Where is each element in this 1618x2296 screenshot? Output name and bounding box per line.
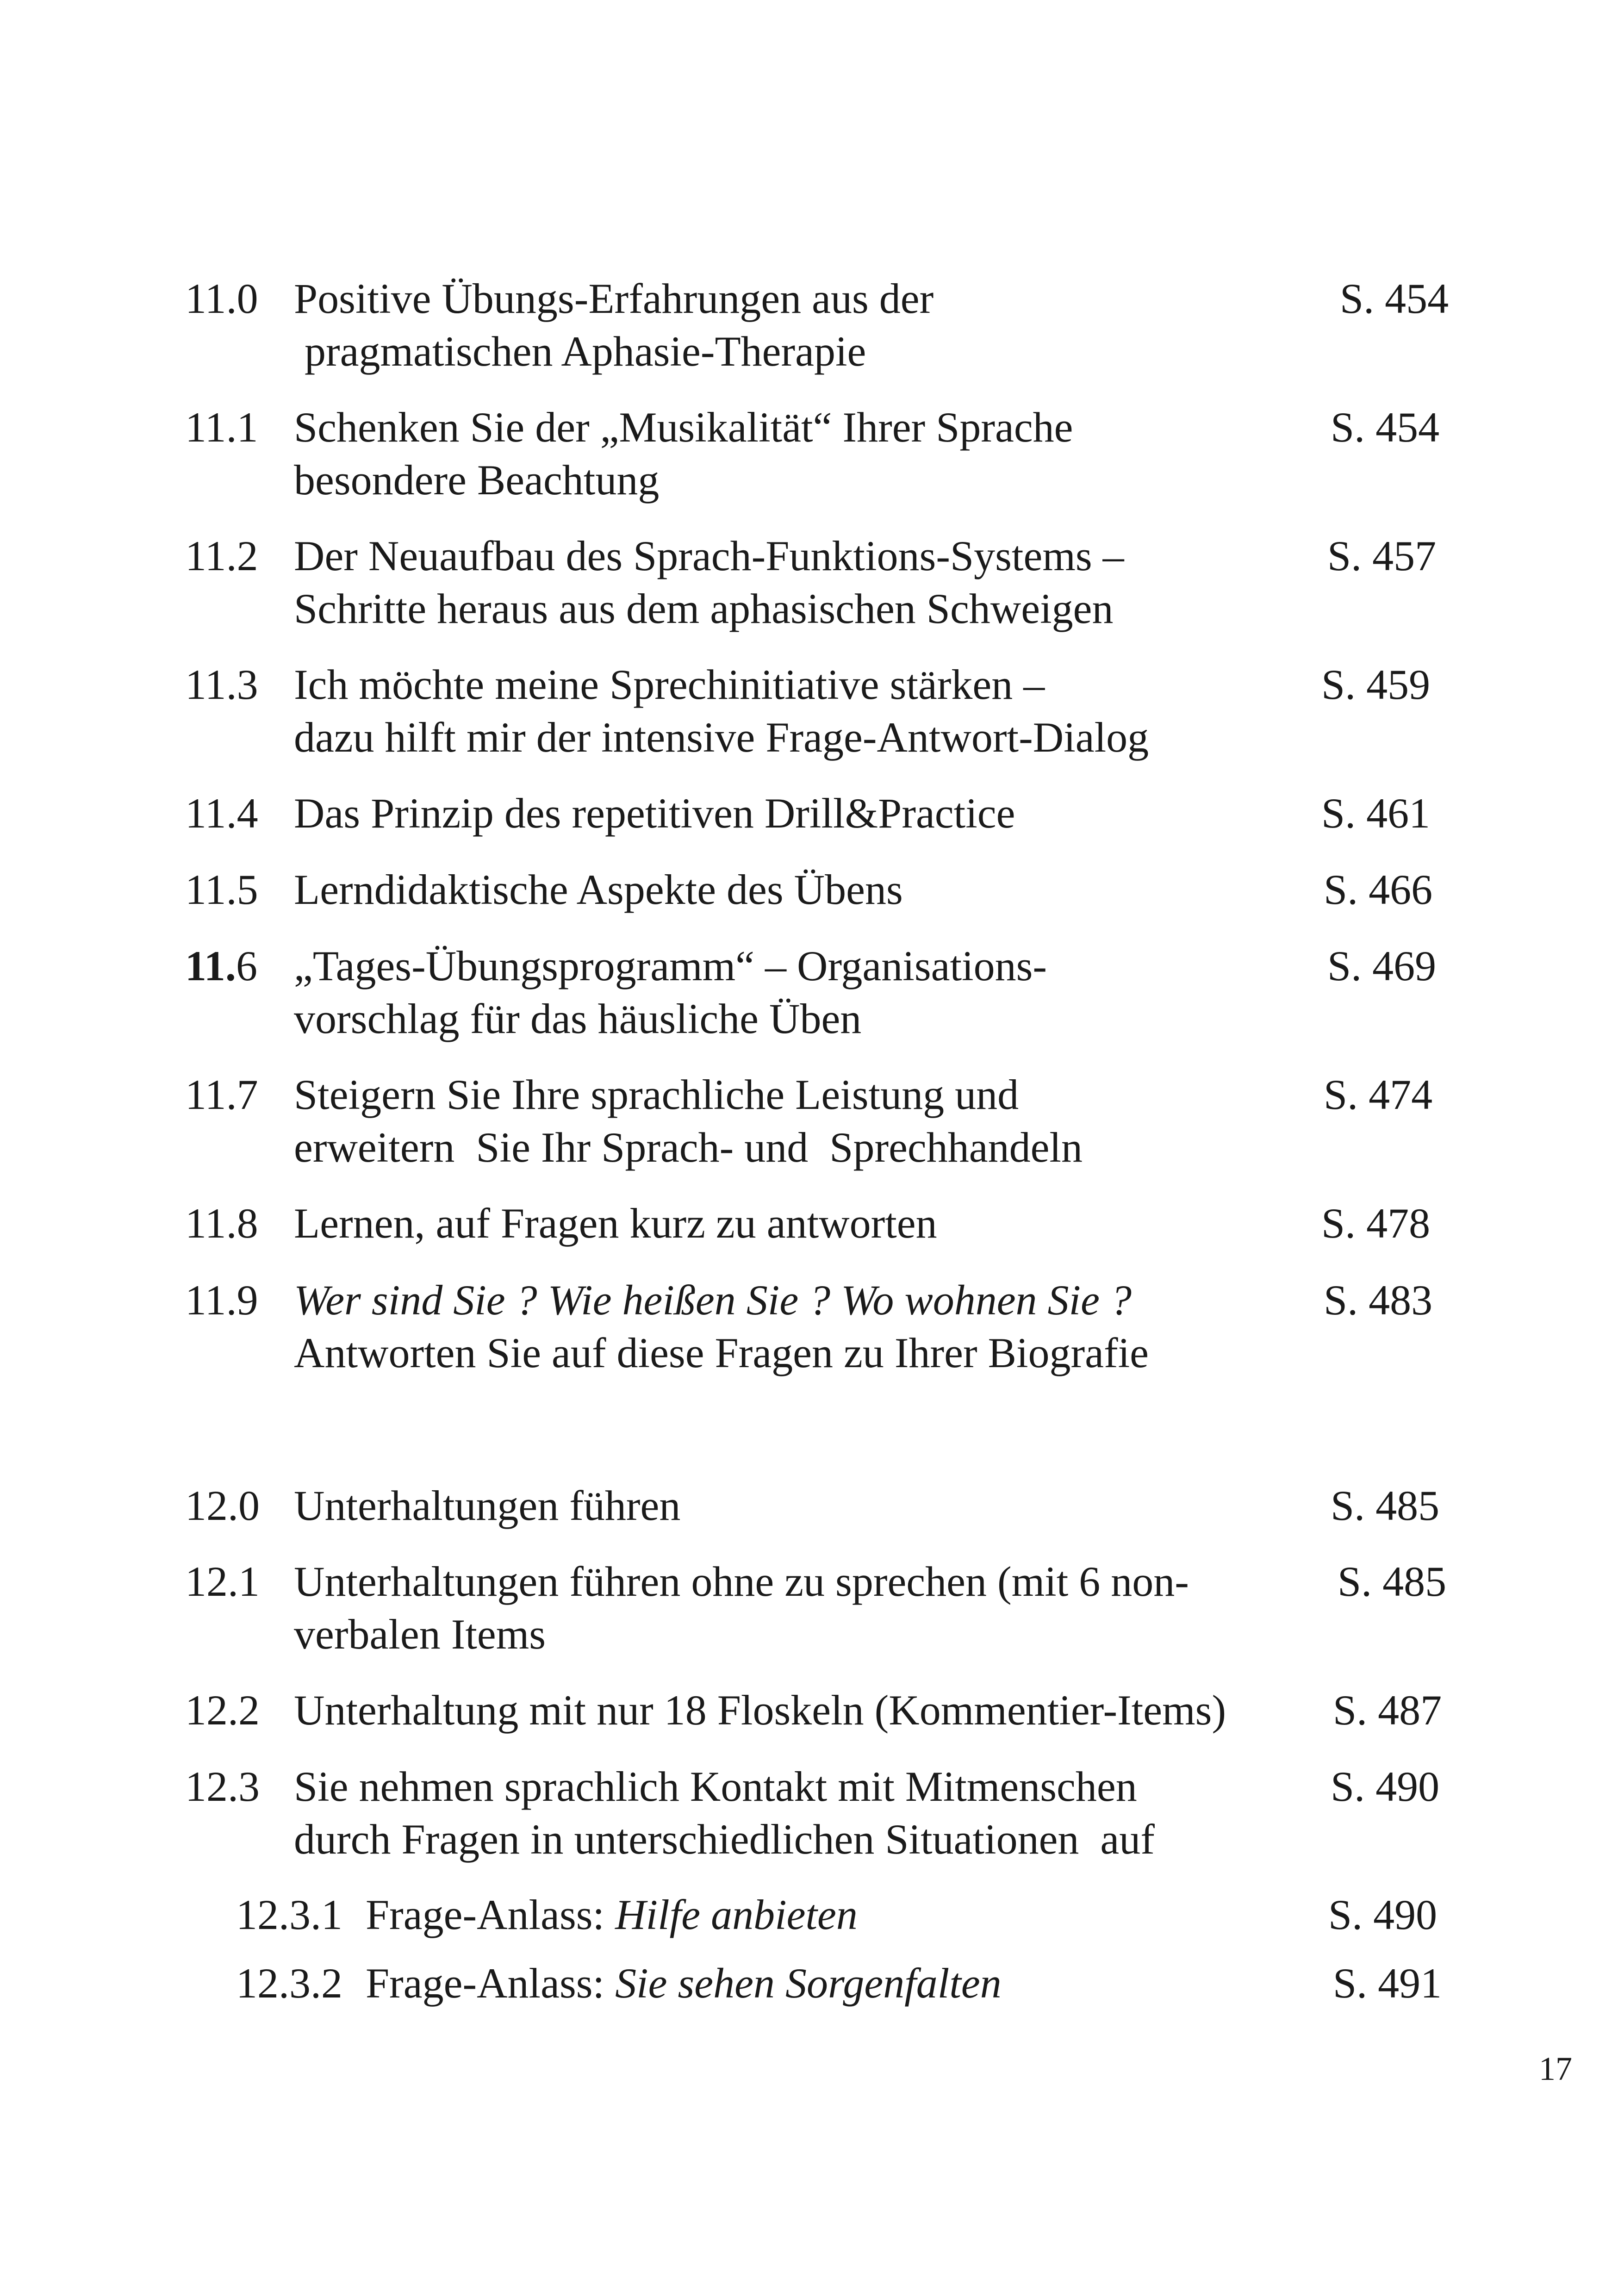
entry-title xyxy=(294,1555,1358,1661)
entry-number: 11.2 xyxy=(185,532,258,579)
entry-title-line: besondere Beachtung xyxy=(294,456,660,504)
entry-title xyxy=(294,529,1358,635)
entry-number: 11.7 xyxy=(185,1071,258,1118)
entry-page: S. 459 xyxy=(1321,661,1431,708)
entry-title xyxy=(294,401,1358,506)
entry-title xyxy=(294,940,1358,1045)
entry-title-line: dazu hilft mir der intensive Frage-Antwort-Dialog xyxy=(294,714,1149,761)
entry-title-line: Steigern Sie Ihre sprachliche Leistung und xyxy=(294,1071,1019,1118)
entry-title-line: Unterhaltung mit nur 18 Floskeln (Kommentier-Items) xyxy=(294,1686,1226,1734)
entry-title-line: Schenken Sie der „Musikalität“ Ihrer Sprache xyxy=(294,404,1073,451)
entry-number: 12.3.1 xyxy=(236,1891,342,1938)
entry-page: S. 454 xyxy=(1331,404,1440,451)
entry-page: S. 461 xyxy=(1321,790,1431,837)
entry-number-bold: 11. xyxy=(185,942,236,989)
entry-page: S. 457 xyxy=(1327,532,1437,579)
entry-title xyxy=(294,658,1358,764)
entry-title-italic: Hilfe anbieten xyxy=(615,1891,858,1938)
entry-title-line xyxy=(366,1888,1430,1941)
entry-number: 11.1 xyxy=(185,404,258,451)
entry-title xyxy=(366,1957,1430,2010)
entry-number: 11.0 xyxy=(185,275,258,322)
entry-title xyxy=(294,1197,1358,1250)
entry-title-line-italic: Wer sind Sie ? Wie heißen Sie ? Wo wohnen Sie ? xyxy=(294,1276,1132,1324)
entry-title-line: Lerndidaktische Aspekte des Übens xyxy=(294,866,903,913)
entry-page: S. 485 xyxy=(1338,1558,1447,1605)
entry-page: S. 485 xyxy=(1331,1482,1440,1529)
entry-title xyxy=(294,1274,1358,1379)
entry-title xyxy=(294,787,1358,840)
entry-page: S. 478 xyxy=(1321,1200,1431,1247)
entry-title xyxy=(366,1888,1430,1941)
entry-title-line: pragmatischen Aphasie-Therapie xyxy=(294,328,866,375)
entry-title-line: Positive Übungs-Erfahrungen aus der xyxy=(294,275,934,322)
entry-title-line: verbalen Items xyxy=(294,1611,546,1658)
entry-page: S. 466 xyxy=(1324,866,1433,913)
entry-title-line: Der Neuaufbau des Sprach-Funktions-Systems – xyxy=(294,532,1124,579)
entry-title-line: erweitern Sie Ihr Sprach- und Sprechhandeln xyxy=(294,1124,1083,1171)
entry-title-line: durch Fragen in unterschiedlichen Situationen auf xyxy=(294,1816,1155,1863)
entry-page: S. 490 xyxy=(1331,1763,1440,1810)
entry-number: 12.3 xyxy=(185,1763,260,1810)
entry-page: S. 490 xyxy=(1328,1891,1438,1938)
entry-title-line: Das Prinzip des repetitiven Drill&Practice xyxy=(294,790,1015,837)
entry-title-line: vorschlag für das häusliche Üben xyxy=(294,995,862,1042)
entry-title-line: Unterhaltungen führen xyxy=(294,1482,681,1529)
entry-title xyxy=(294,1479,1358,1532)
entry-title-italic: Sie sehen Sorgenfalten xyxy=(615,1960,1002,2007)
entry-title-line: Sie nehmen sprachlich Kontakt mit Mitmenschen xyxy=(294,1763,1137,1810)
entry-number: 11.4 xyxy=(185,790,258,837)
entry-title xyxy=(294,1684,1358,1736)
entry-page: S. 454 xyxy=(1340,275,1449,322)
entry-title-line: Ich möchte meine Sprechinitiative stärken – xyxy=(294,661,1045,708)
entry-title-line: Antworten Sie auf diese Fragen zu Ihrer Biografie xyxy=(294,1329,1149,1376)
entry-title-line: „Tages-Übungsprogramm“ – Organisations- xyxy=(294,942,1047,989)
entry-title xyxy=(294,863,1358,916)
entry-number: 11.5 xyxy=(185,866,258,913)
entry-number: 12.0 xyxy=(185,1482,260,1529)
entry-title xyxy=(294,1068,1358,1174)
entry-title-prefix: Frage-Anlass: xyxy=(366,1960,616,2007)
entry-page: S. 469 xyxy=(1327,942,1437,989)
entry-number: 12.1 xyxy=(185,1558,260,1605)
entry-title xyxy=(294,1760,1358,1866)
entry-number: 12.2 xyxy=(185,1686,260,1734)
entry-page: S. 483 xyxy=(1324,1276,1433,1324)
page-number: 17 xyxy=(1539,2050,1572,2087)
entry-page: S. 491 xyxy=(1333,1960,1442,2007)
entry-page: S. 487 xyxy=(1333,1686,1442,1734)
entry-title-prefix: Frage-Anlass: xyxy=(366,1891,616,1938)
entry-page: S. 474 xyxy=(1324,1071,1433,1118)
entry-title-line: Lernen, auf Fragen kurz zu antworten xyxy=(294,1200,937,1247)
entry-number-rest: 6 xyxy=(236,942,257,989)
entry-number: 11.9 xyxy=(185,1276,258,1324)
entry-title-line: Unterhaltungen führen ohne zu sprechen (mit 6 non- xyxy=(294,1558,1189,1605)
entry-number: 11.8 xyxy=(185,1200,258,1247)
entry-number: 11.3 xyxy=(185,661,258,708)
entry-title-line xyxy=(366,1957,1430,2010)
entry-title-line: Schritte heraus aus dem aphasischen Schweigen xyxy=(294,585,1114,632)
entry-number: 12.3.2 xyxy=(236,1960,342,2007)
entry-number xyxy=(185,940,257,992)
entry-title xyxy=(294,272,1358,378)
